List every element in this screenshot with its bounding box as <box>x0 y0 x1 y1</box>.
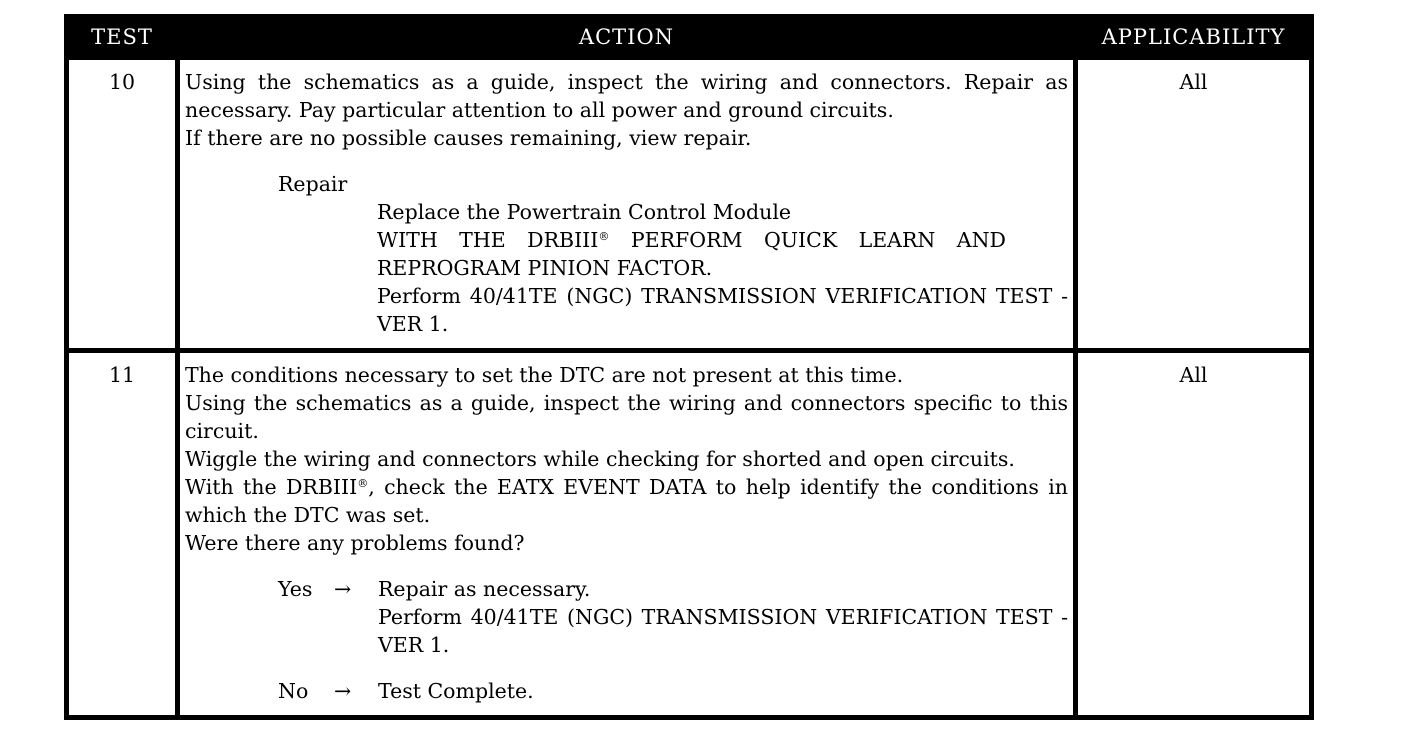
yes-step: Repair as necessary. <box>378 577 591 601</box>
table-row-test-11 <box>67 351 1312 718</box>
no-label: No <box>278 679 309 703</box>
action-line: The conditions necessary to set the DTC are not present at this time. <box>185 363 904 387</box>
yes-branch <box>185 575 1068 659</box>
repair-step: Perform 40/41TE (NGC) TRANSMISSION VERIFICATION TEST - VER 1. <box>377 284 1068 336</box>
repair-block <box>185 170 1068 338</box>
action-line: If there are no possible causes remaining, view repair. <box>185 126 752 150</box>
applicability-value: All <box>1076 58 1312 351</box>
header-action: ACTION <box>178 17 1076 58</box>
action-cell <box>178 58 1076 351</box>
yes-steps <box>378 575 1068 659</box>
action-cell <box>178 351 1076 718</box>
action-line: Were there any problems found? <box>185 531 525 555</box>
yes-step: Perform 40/41TE (NGC) TRANSMISSION VERIFICATION TEST - VER 1. <box>378 605 1068 657</box>
applicability-value: All <box>1076 351 1312 718</box>
action-line: Wiggle the wiring and connectors while checking for shorted and open circuits. <box>185 447 1015 471</box>
repair-steps <box>185 198 1068 338</box>
right-arrow-icon: → <box>334 577 352 601</box>
test-number: 10 <box>67 58 178 351</box>
test-number: 11 <box>67 351 178 718</box>
yes-label: Yes <box>278 577 313 601</box>
repair-step: Replace the Powertrain Control Module <box>377 200 792 224</box>
diagnostic-table <box>64 14 1314 720</box>
repair-label: Repair <box>278 172 348 196</box>
repair-step: WITH THE DRBIII® PERFORM QUICK LEARN AND REPROGRAM PINION FACTOR. <box>377 228 1006 280</box>
action-line: Using the schematics as a guide, inspect the wiring and connectors specific to this circuit. <box>185 391 1068 443</box>
header-test: TEST <box>67 17 178 58</box>
diagnostic-test-sheet <box>64 14 1309 720</box>
no-step: Test Complete. <box>378 679 534 703</box>
action-line: With the DRBIII®, check the EATX EVENT DATA to help identify the conditions in which the DTC was set. <box>185 475 1068 527</box>
no-branch <box>185 677 1068 705</box>
action-line: Using the schematics as a guide, inspect the wiring and connectors. Repair as necessary. Pay particular attention to all power and ground circuits. <box>185 70 1068 122</box>
no-steps <box>378 677 1068 705</box>
table-header-row <box>67 17 1312 58</box>
right-arrow-icon: → <box>334 679 352 703</box>
header-applicability: APPLICABILITY <box>1076 17 1312 58</box>
table-row-test-10 <box>67 58 1312 351</box>
